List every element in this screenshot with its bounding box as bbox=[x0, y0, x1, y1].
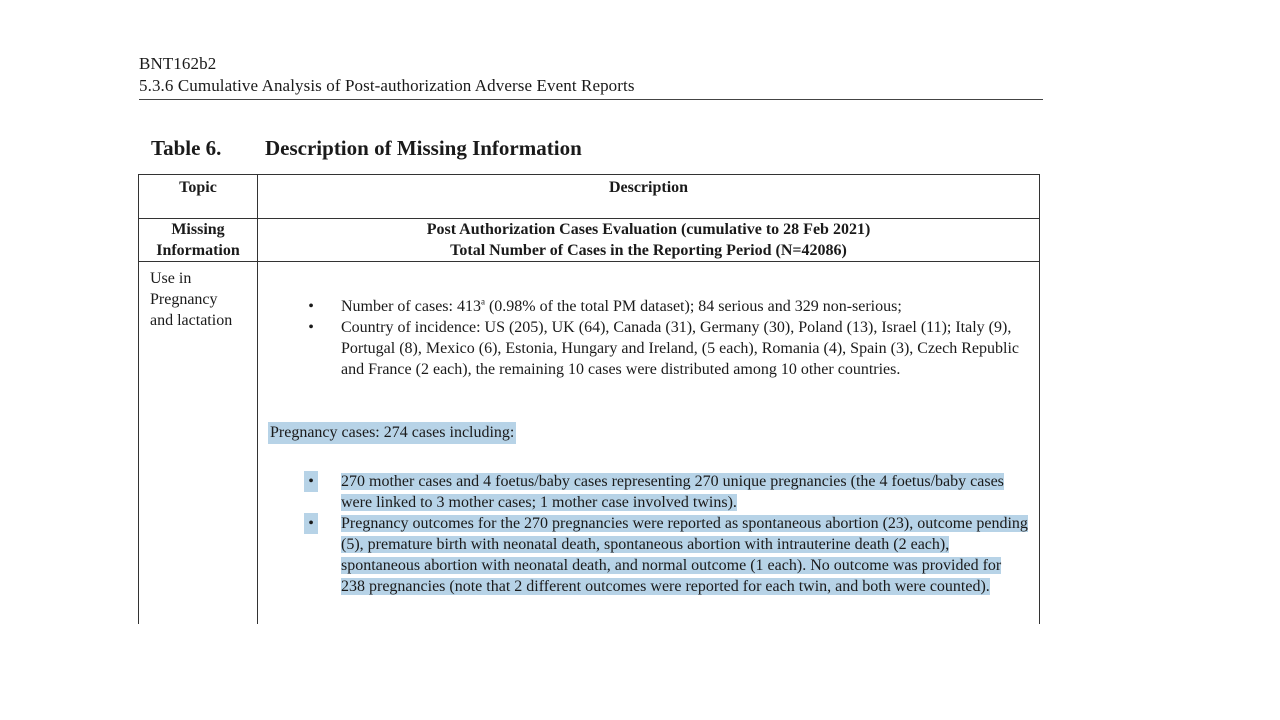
pregnancy-cases-highlight: Pregnancy cases: 274 cases including: bbox=[268, 422, 516, 444]
list-item bbox=[258, 471, 1039, 513]
missing-information-table bbox=[138, 174, 1040, 624]
bullet-icon: • bbox=[308, 298, 314, 315]
case-summary-list bbox=[258, 296, 1039, 380]
highlighted-text: 270 mother cases and 4 foetus/baby cases representing 270 unique pregnancies (the 4 foetus/baby cases were linked to 3 mother cases; 1 mother case involved twins). bbox=[341, 473, 1004, 511]
topic-column-header: Topic bbox=[179, 179, 217, 196]
document-header bbox=[139, 53, 1043, 100]
bullet-icon: • bbox=[308, 319, 314, 336]
pregnancy-lactation-topic: Use in Pregnancy and lactation bbox=[150, 270, 233, 329]
row-divider bbox=[139, 261, 1039, 262]
list-item: • Number of cases: 413$^a$ (0.98% of the total PM dataset); 84 serious and 329 non-serious; bbox=[258, 296, 1039, 317]
bullet-icon: • bbox=[304, 513, 318, 534]
highlighted-text: Pregnancy outcomes for the 270 pregnancies were reported as spontaneous abortion (23), outcome pending (5), premature birth with neonatal death, spontaneous abortion with intrauterine death (2 each), spontaneous abortion with neonatal death, and normal outcome (1 each). No outcome was provided for 238 pregnancies (note that 2 different outcomes were reported for each twin, and both were counted). bbox=[341, 515, 1028, 595]
table-caption bbox=[151, 136, 582, 161]
description-column-header: Description bbox=[608, 179, 689, 196]
cases-evaluation-heading: Post Authorization Cases Evaluation (cumulative to 28 Feb 2021) Total Number of Cases in the Reporting Period (N=42086) bbox=[426, 221, 871, 259]
section-title: 5.3.6 Cumulative Analysis of Post-authorization Adverse Event Reports bbox=[139, 76, 635, 95]
table-number: Table 6. bbox=[151, 136, 222, 160]
bullet-icon: • bbox=[304, 471, 318, 492]
product-name: BNT162b2 bbox=[139, 54, 217, 73]
table-title: Description of Missing Information bbox=[265, 136, 582, 160]
missing-information-topic: Missing Information bbox=[156, 221, 240, 259]
list-item: • Country of incidence: US (205), UK (64), Canada (31), Germany (30), Poland (13), Israel (11); Italy (9), Portugal (8), Mexico (6), Estonia, Hungary and Ireland, (5 each), Romania (4), Spain (3), Czech Republic and France (2 each), the remaining 10 cases were distributed among 10 other countries. bbox=[258, 317, 1039, 380]
list-item bbox=[258, 513, 1039, 597]
pregnancy-cases-list bbox=[258, 471, 1039, 597]
